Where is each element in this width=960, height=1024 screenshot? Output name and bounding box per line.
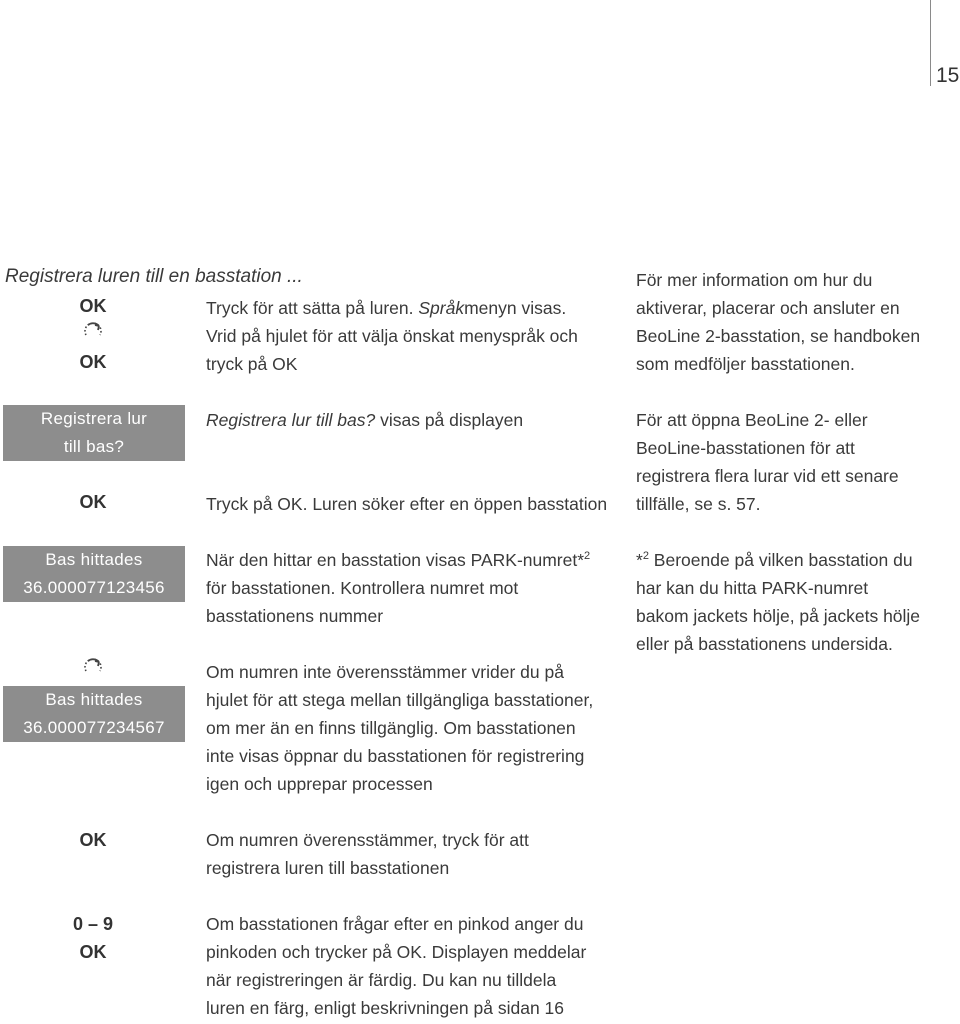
wheel-icon — [0, 320, 186, 347]
section-title: Registrera luren till en basstation ... — [5, 266, 303, 287]
step-confirm: Om numren överensstämmer, tryck för att registrera luren till basstationen — [206, 830, 529, 878]
footnote-park: *$^2$ Beroende på vilken basstation du har kan du hitta PARK-numret bakom jackets hölje, på jackets hölje eller på basstationens undersida. — [636, 550, 921, 654]
handset-display-register: Registrera lur till bas? — [3, 405, 185, 461]
step-register-prompt: Registrera lur till bas? visas på displayen — [206, 410, 524, 430]
note-open-base: För att öppna BeoLine 2- eller BeoLine-basstationen för att registrera flera lurar vid ett senare tillfälle, se s. 57. — [636, 410, 899, 514]
step-park-number: När den hittar en basstation visas PARK-numret*$^2$ för basstationen. Kontrollera numret mot basstationens nummer — [206, 550, 591, 626]
ok-key-label: OK — [79, 492, 107, 512]
wheel-icon — [0, 656, 186, 683]
note-more-info: För mer information om hur du aktiverar, placerar och ansluter en BeoLine 2-basstation, se handboken som medföljer basstationen. — [636, 270, 921, 374]
step-turn-on: Tryck för att sätta på luren. Språkmenyn visas. Vrid på hjulet för att välja önskat menyspråk och tryck på OK — [206, 298, 578, 374]
ok-key-label: OK — [79, 352, 107, 372]
ok-key-label: OK — [79, 830, 107, 850]
ok-key-label: OK — [79, 942, 107, 962]
page-number: 15 — [936, 64, 960, 87]
step-pin-code: Om basstationen frågar efter en pinkod anger du pinkoden och trycker på OK. Displayen meddelar när registreringen är färdig. Du kan nu tilldela luren en färg, enligt beskrivningen på sidan 16 — [206, 914, 587, 1018]
step-step-through: Om numren inte överensstämmer vrider du på hjulet för att stega mellan tillgängliga basstationer, om mer än en finns tillgänglig. Om basstationen inte visas öppnar du basstationen för registrering igen och upprepar processen — [206, 662, 594, 794]
handset-display-found-2: Bas hittades 36.000077234567 — [3, 686, 185, 742]
digit-keys-label: 0 – 9 — [72, 914, 114, 934]
ok-key-label: OK — [79, 296, 107, 316]
step-search: Tryck på OK. Luren söker efter en öppen basstation — [206, 494, 608, 514]
page-edge-rule — [930, 0, 931, 86]
handset-display-found-1: Bas hittades 36.000077123456 — [3, 546, 185, 602]
